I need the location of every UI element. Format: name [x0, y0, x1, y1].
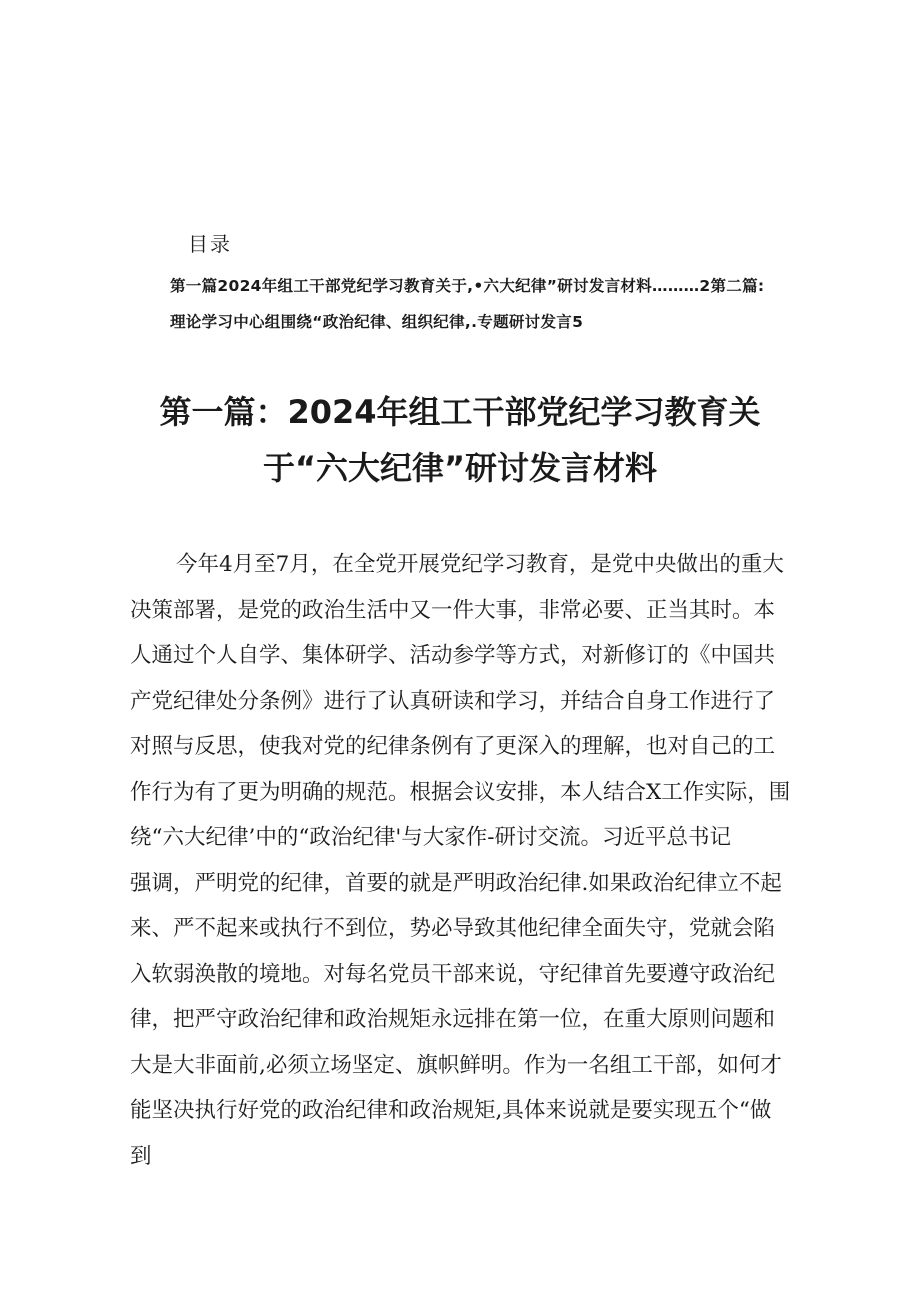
- body-line: 强调，严明党的纪律，首要的就是严明政治纪律.如果政治纪律立不起: [130, 870, 782, 896]
- body-line: 律，把严守政治纪律和政治规矩永远排在第一位，在重大原则问题和: [130, 1007, 776, 1032]
- body-line: 到: [130, 1143, 152, 1169]
- article-title-line: 第一篇：2024年组工干部党纪学习教育关: [159, 393, 761, 431]
- body-line: 来、严不起来或执行不到位，势必导致其他纪律全面失守，党就会陷: [130, 916, 776, 941]
- article-title-line: 于“六大纪律”研讨发言材料: [262, 449, 658, 487]
- body-line: 大是大非面前,必须立场坚定、旗帜鲜明。作为一名组工干部，如何才: [130, 1052, 782, 1078]
- body-line: 对照与反思，使我对党的纪律条例有了更深入的理解，也对自己的工: [130, 734, 776, 759]
- body-line: 能坚决执行好党的政治纪律和政治规矩,具体来说就是要实现五个“做: [130, 1098, 772, 1123]
- body-line: 入软弱涣散的境地。对每名党员干部来说，守纪律首先要遵守政治纪: [130, 961, 776, 987]
- article-body: [130, 542, 802, 1179]
- body-line: 产党纪律处分条例》进行了认真研读和学习，并结合自身工作进行了: [130, 688, 776, 714]
- article-title: [90, 384, 830, 496]
- toc-entry[interactable]: 理论学习中心组围绕“政治纪律、组织纪律,.专题研讨发言5: [170, 313, 584, 331]
- body-line: 作行为有了更为明确的规范。根据会议安排，本人结合X工作实际，围: [130, 779, 791, 805]
- toc-entry[interactable]: 第一篇2024年组工干部党纪学习教育关于,•六大纪律”研讨发言材料………2第二篇:: [170, 277, 765, 295]
- toc-entries: [170, 268, 810, 340]
- body-line: 人通过个人自学、集体研学、活动参学等方式，对新修订的《中国共: [130, 643, 776, 668]
- body-line: 决策部署，是党的政治生活中又一件大事，非常必要、正当其时。本: [130, 597, 776, 623]
- toc-heading: 目录: [188, 232, 232, 256]
- body-line: 今年4月至7月，在全党开展党纪学习教育，是党中央做出的重大: [176, 552, 784, 577]
- body-line: 绕“六大纪律’中的“政治纪律'与大家作-研讨交流。习近平总书记: [130, 825, 731, 850]
